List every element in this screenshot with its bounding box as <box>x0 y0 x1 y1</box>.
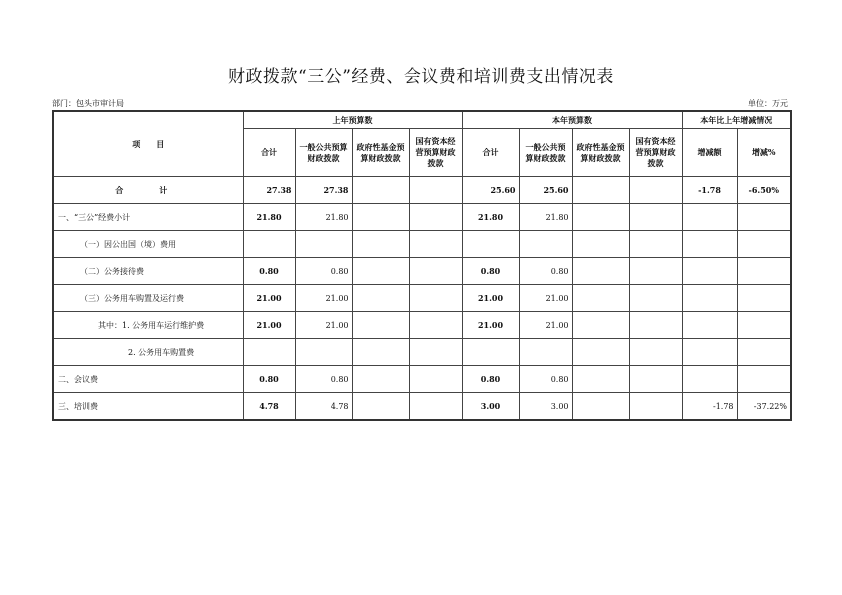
header-this-capital: 国有资本经营预算财政拨款 <box>629 129 682 177</box>
cell-t-fund <box>572 393 629 421</box>
row-label: 合 计 <box>53 177 243 204</box>
cell-pct: -37.22% <box>737 393 791 421</box>
cell-p-general: 21.00 <box>295 312 352 339</box>
cell-t-total: 25.60 <box>462 177 519 204</box>
cell-t-total: 0.80 <box>462 366 519 393</box>
cell-t-fund <box>572 312 629 339</box>
header-prev-capital: 国有资本经营预算财政拨款 <box>409 129 462 177</box>
cell-p-fund <box>352 312 409 339</box>
header-this-total: 合计 <box>462 129 519 177</box>
department-label: 部门：包头市审计局 <box>52 99 124 108</box>
header-change-pct: 增减% <box>737 129 791 177</box>
header-this-year: 本年预算数 <box>462 111 682 129</box>
row-label: 三、培训费 <box>53 393 243 421</box>
row-label: 一、“三公”经费小计 <box>53 204 243 231</box>
cell-pct <box>737 258 791 285</box>
cell-chg <box>682 231 737 258</box>
cell-pct <box>737 312 791 339</box>
cell-t-total: 21.80 <box>462 204 519 231</box>
cell-t-total: 0.80 <box>462 258 519 285</box>
expense-table <box>52 110 792 421</box>
cell-p-fund <box>352 339 409 366</box>
cell-p-capital <box>409 231 462 258</box>
cell-p-fund <box>352 258 409 285</box>
cell-chg <box>682 285 737 312</box>
header-this-fund: 政府性基金预算财政拨款 <box>572 129 629 177</box>
cell-p-general: 27.38 <box>295 177 352 204</box>
cell-p-total: 0.80 <box>243 366 295 393</box>
row-label: （三）公务用车购置及运行费 <box>53 285 243 312</box>
table-body <box>53 177 791 421</box>
cell-pct <box>737 285 791 312</box>
cell-p-capital <box>409 258 462 285</box>
cell-p-general: 21.00 <box>295 285 352 312</box>
header-prev-general: 一般公共预算财政拨款 <box>295 129 352 177</box>
cell-t-capital <box>629 312 682 339</box>
cell-chg <box>682 366 737 393</box>
cell-t-capital <box>629 366 682 393</box>
cell-p-fund <box>352 177 409 204</box>
row-label: 其中：1. 公务用车运行维护费 <box>53 312 243 339</box>
cell-pct <box>737 231 791 258</box>
cell-p-total: 21.80 <box>243 204 295 231</box>
cell-t-general: 0.80 <box>519 366 572 393</box>
cell-p-capital <box>409 366 462 393</box>
cell-t-total <box>462 339 519 366</box>
cell-p-fund <box>352 231 409 258</box>
cell-p-capital <box>409 393 462 421</box>
header-prev-year: 上年预算数 <box>243 111 462 129</box>
cell-pct: -6.50% <box>737 177 791 204</box>
cell-p-total: 0.80 <box>243 258 295 285</box>
row-label: （二）公务接待费 <box>53 258 243 285</box>
cell-t-general: 25.60 <box>519 177 572 204</box>
header-prev-total: 合计 <box>243 129 295 177</box>
cell-t-general <box>519 339 572 366</box>
cell-chg <box>682 258 737 285</box>
cell-t-capital <box>629 231 682 258</box>
cell-t-fund <box>572 177 629 204</box>
cell-p-total: 21.00 <box>243 285 295 312</box>
cell-t-fund <box>572 285 629 312</box>
table-row <box>53 258 791 285</box>
cell-p-general: 0.80 <box>295 258 352 285</box>
cell-t-fund <box>572 366 629 393</box>
cell-p-general <box>295 231 352 258</box>
cell-p-total: 27.38 <box>243 177 295 204</box>
cell-t-capital <box>629 339 682 366</box>
cell-p-total: 4.78 <box>243 393 295 421</box>
cell-t-total: 21.00 <box>462 285 519 312</box>
table-row <box>53 204 791 231</box>
cell-t-total: 3.00 <box>462 393 519 421</box>
header-change-amount: 增减额 <box>682 129 737 177</box>
row-label: 二、会议费 <box>53 366 243 393</box>
cell-t-general: 3.00 <box>519 393 572 421</box>
cell-pct <box>737 204 791 231</box>
header-change: 本年比上年增减情况 <box>682 111 791 129</box>
table-row <box>53 339 791 366</box>
cell-t-general <box>519 231 572 258</box>
cell-p-capital <box>409 312 462 339</box>
table-row <box>53 393 791 421</box>
cell-t-capital <box>629 258 682 285</box>
cell-p-general: 0.80 <box>295 366 352 393</box>
cell-chg <box>682 312 737 339</box>
header-prev-fund: 政府性基金预算财政拨款 <box>352 129 409 177</box>
table-row <box>53 312 791 339</box>
cell-t-general: 21.00 <box>519 312 572 339</box>
cell-t-capital <box>629 393 682 421</box>
cell-p-general: 4.78 <box>295 393 352 421</box>
cell-p-fund <box>352 285 409 312</box>
cell-t-general: 21.80 <box>519 204 572 231</box>
row-label: 2. 公务用车购置费 <box>53 339 243 366</box>
table-row <box>53 177 791 204</box>
cell-chg <box>682 339 737 366</box>
cell-t-capital <box>629 204 682 231</box>
cell-p-total <box>243 231 295 258</box>
table-row <box>53 285 791 312</box>
cell-p-fund <box>352 366 409 393</box>
cell-p-capital <box>409 177 462 204</box>
cell-pct <box>737 366 791 393</box>
table-row <box>53 366 791 393</box>
cell-p-fund <box>352 393 409 421</box>
cell-t-general: 21.00 <box>519 285 572 312</box>
cell-chg: -1.78 <box>682 177 737 204</box>
cell-t-fund <box>572 258 629 285</box>
cell-t-total <box>462 231 519 258</box>
cell-t-capital <box>629 285 682 312</box>
cell-p-total: 21.00 <box>243 312 295 339</box>
row-label: （一）因公出国（境）费用 <box>53 231 243 258</box>
cell-t-fund <box>572 204 629 231</box>
page-title: 财政拨款“三公”经费、会议费和培训费支出情况表 <box>228 67 614 87</box>
cell-t-fund <box>572 231 629 258</box>
cell-p-capital <box>409 204 462 231</box>
cell-chg <box>682 204 737 231</box>
cell-chg: -1.78 <box>682 393 737 421</box>
cell-t-fund <box>572 339 629 366</box>
cell-t-total: 21.00 <box>462 312 519 339</box>
cell-p-capital <box>409 285 462 312</box>
cell-p-general <box>295 339 352 366</box>
header-this-general: 一般公共预算财政拨款 <box>519 129 572 177</box>
cell-t-general: 0.80 <box>519 258 572 285</box>
header-item: 项 目 <box>53 111 243 177</box>
cell-p-capital <box>409 339 462 366</box>
table-row <box>53 231 791 258</box>
cell-p-total <box>243 339 295 366</box>
cell-t-capital <box>629 177 682 204</box>
cell-p-fund <box>352 204 409 231</box>
cell-pct <box>737 339 791 366</box>
cell-p-general: 21.80 <box>295 204 352 231</box>
unit-label: 单位：万元 <box>748 99 788 108</box>
